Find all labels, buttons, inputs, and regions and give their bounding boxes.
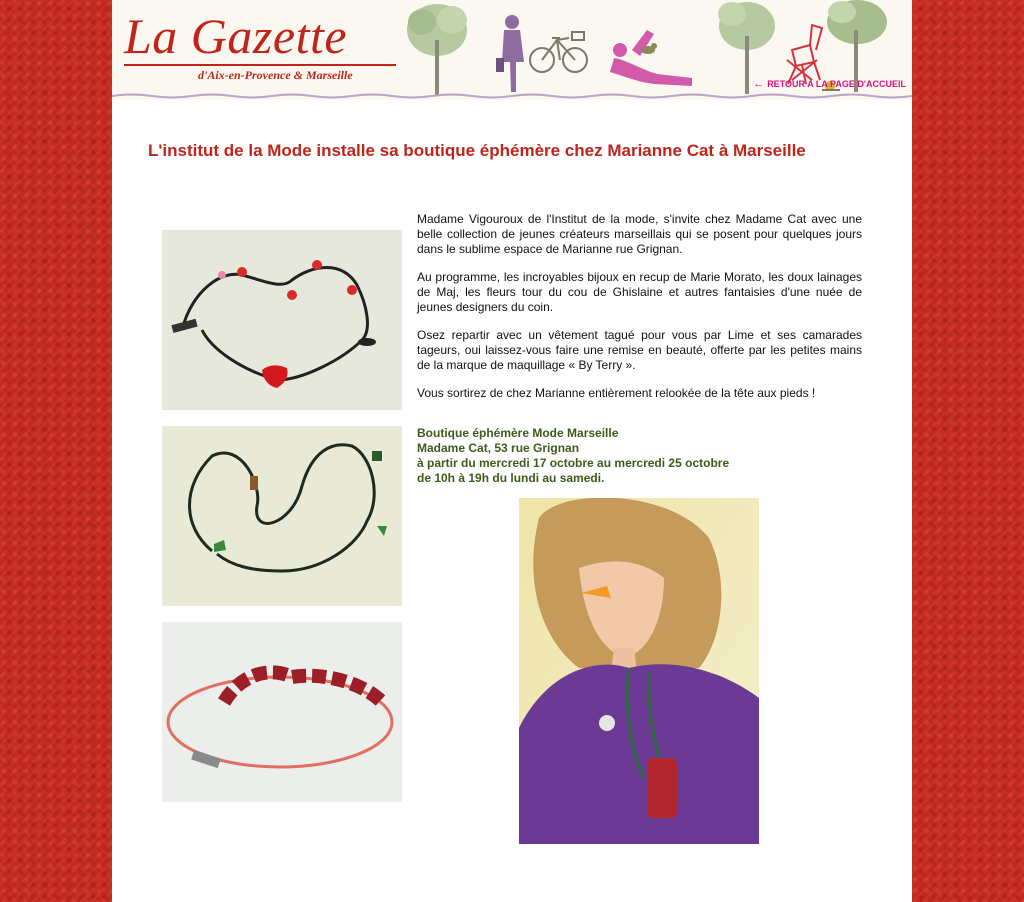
photo-necklace-black — [162, 426, 402, 606]
event-info — [417, 426, 862, 486]
back-home-label: RETOUR A LA PAGE D'ACCUEIL — [767, 79, 906, 89]
site-logo-subtitle: d'Aix-en-Provence & Marseille — [198, 68, 353, 82]
event-info-line: Boutique éphémère Mode Marseille — [417, 426, 619, 440]
event-info-line: Madame Cat, 53 rue Grignan — [417, 441, 580, 455]
event-info-line: à partir du mercredi 17 octobre au mercredi 25 octobre — [417, 456, 730, 470]
site-header — [112, 0, 912, 100]
article-title: L'institut de la Mode installe sa boutique éphémère chez Marianne Cat à Marseille — [148, 141, 806, 160]
bicycle-icon — [530, 32, 587, 72]
article-body — [417, 212, 862, 414]
reclining-person-icon — [610, 30, 692, 86]
arrow-left-icon: ← — [753, 78, 765, 90]
back-home-link[interactable] — [753, 78, 906, 90]
event-info-line: de 10h à 19h du lundi au samedi. — [417, 471, 605, 485]
logo-underline — [124, 64, 396, 66]
article-paragraph: Osez repartir avec un vêtement tagué pour vous par Lime et ses camarades tageurs, oui laissez-vous faire une remise en beauté, offerte par les petites mains de la marque de maquillage « By Terry ». — [417, 328, 862, 372]
tree-icon — [407, 4, 467, 95]
header-divider — [112, 92, 912, 100]
article-paragraph: Vous sortirez de chez Marianne entièrement relookée de la tête aux pieds ! — [417, 386, 816, 400]
photo-necklace-ring — [162, 622, 402, 802]
page-container — [112, 0, 912, 902]
chair-icon — [787, 25, 822, 84]
woman-silhouette-icon — [496, 15, 524, 92]
site-logo-title[interactable]: La Gazette — [124, 8, 348, 64]
photo-necklace-red — [162, 230, 402, 410]
article-paragraph: Madame Vigouroux de l'Institut de la mode, s'invite chez Madame Cat avec une belle collection de jeunes créateurs marseillais qui se posent pour quelques jours dans le sublime espace de Marianne rue Grignan. — [417, 212, 862, 256]
photo-model — [519, 498, 759, 844]
article-paragraph: Au programme, les incroyables bijoux en recup de Marie Morato, les doux lainages de Maj, les fleurs tour du cou de Ghislaine et autres fantaisies d'une nuée de jeunes designers du coin. — [417, 270, 862, 314]
